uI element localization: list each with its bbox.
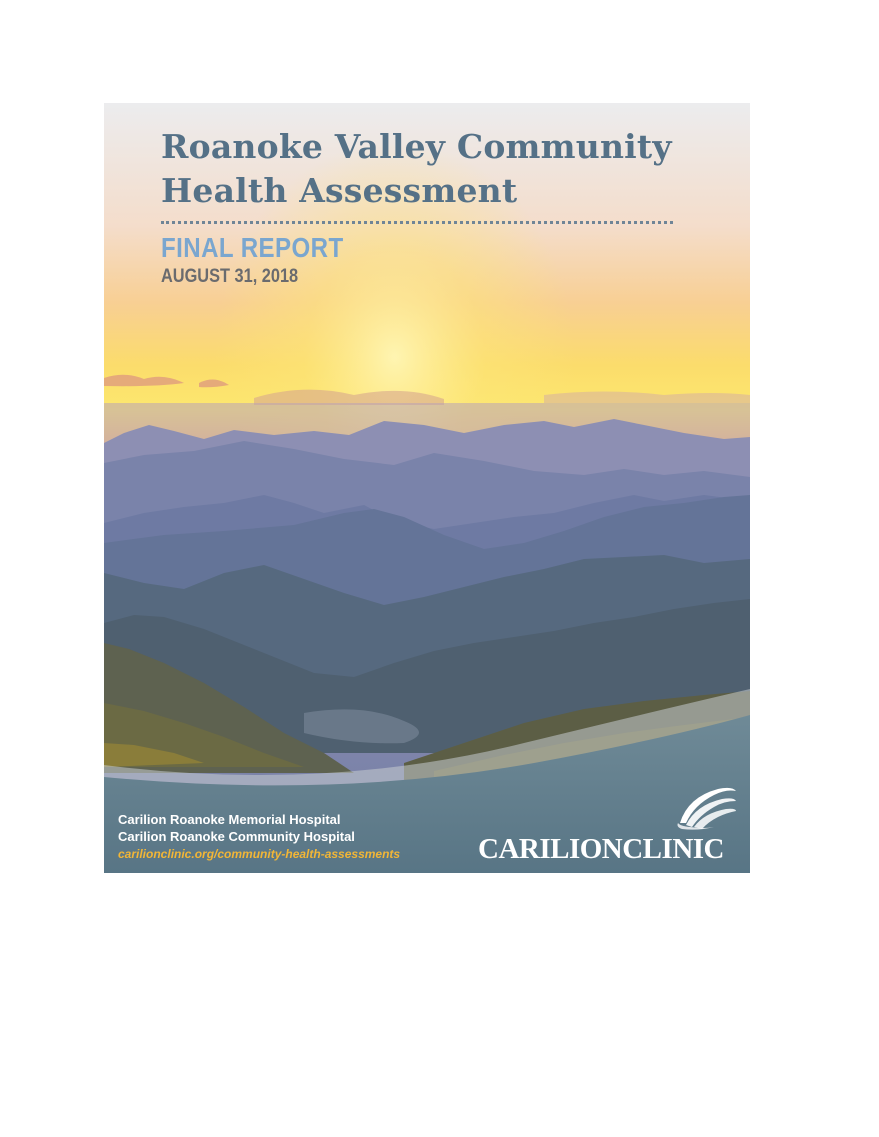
report-date: AUGUST 31, 2018	[161, 266, 299, 287]
hospital-name: Carilion Roanoke Community Hospital	[118, 829, 355, 844]
carilion-clinic-logo	[478, 783, 740, 867]
assessments-link[interactable]: carilionclinic.org/community-health-assessments	[118, 847, 401, 861]
title-line-2: Health Assessment	[161, 171, 518, 210]
title-block	[161, 125, 681, 288]
title-divider	[161, 221, 673, 224]
cover-footer	[118, 811, 458, 863]
hospital-name: Carilion Roanoke Memorial Hospital	[118, 812, 341, 827]
logo-wordmark: CARILIONCLINIC	[478, 833, 724, 865]
report-subtitle: FINAL REPORT	[161, 232, 344, 263]
title-line-1: Roanoke Valley Community	[161, 127, 672, 166]
carilion-swoosh-icon	[674, 783, 738, 831]
report-title	[161, 125, 681, 213]
report-cover	[104, 103, 750, 873]
